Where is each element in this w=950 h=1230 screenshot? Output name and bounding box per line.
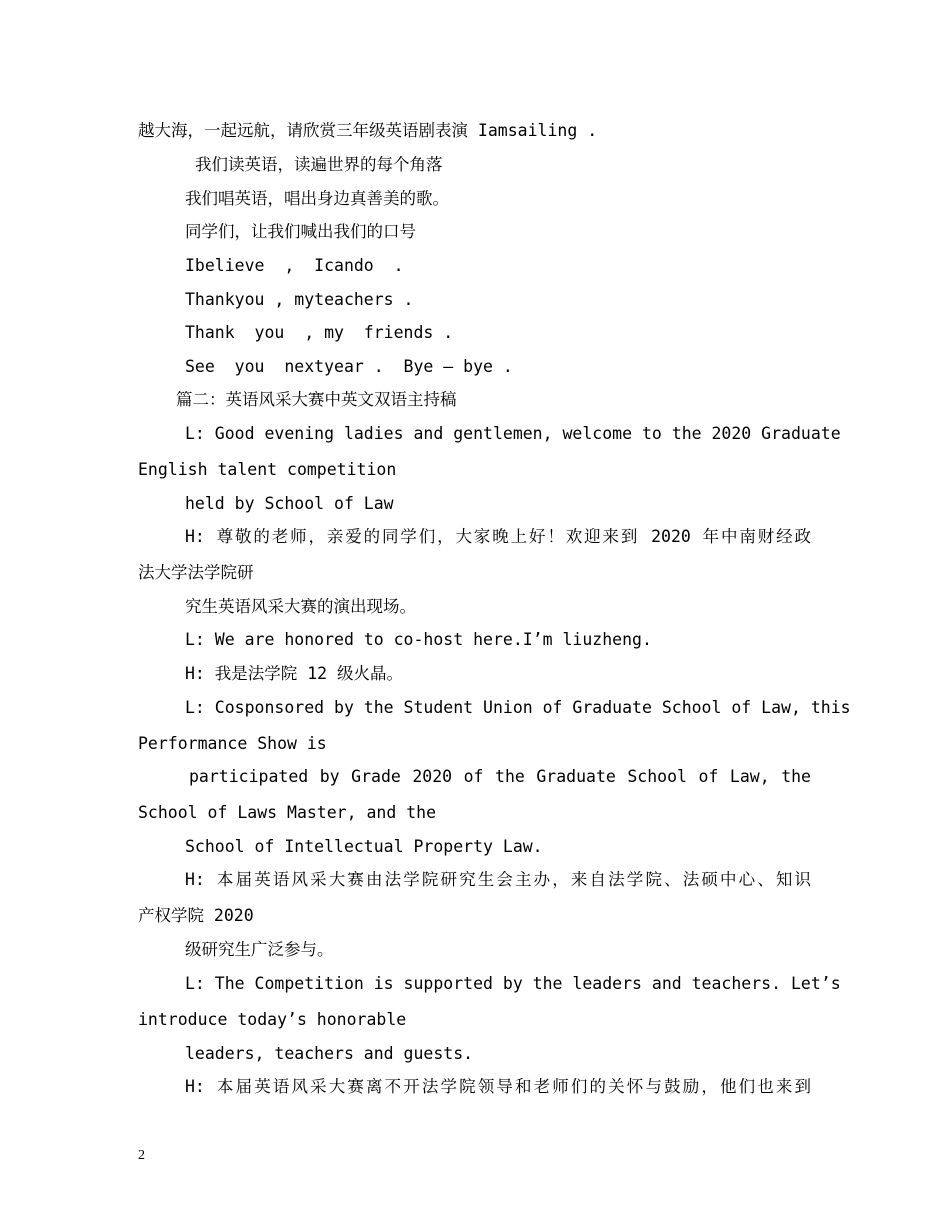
text-line: H: 我是法学院 12 级火晶。: [185, 664, 404, 683]
text-line: 级研究生广泛参与。: [185, 940, 334, 959]
text-line: 法大学法学院研: [138, 563, 254, 582]
text-line: 产权学院 2020: [138, 906, 254, 925]
text-line: introduce today’s honorable: [138, 1010, 407, 1029]
text-line: Thankyou , myteachers .: [185, 290, 414, 309]
text-line: 我们读英语，读遍世界的每个角落: [195, 155, 443, 174]
text-line: School of Laws Master, and the: [138, 803, 437, 822]
text-line: H: 本届英语风采大赛由法学院研究生会主办，来自法学院、法硕中心、知识: [185, 870, 811, 889]
text-line: L: Cosponsored by the Student Union of Graduate School of Law, this: [185, 698, 851, 717]
text-line: See you nextyear . Bye – bye .: [185, 357, 513, 376]
text-line: Ibelieve , Icando .: [185, 256, 404, 275]
text-line: 究生英语风采大赛的演出现场。: [185, 597, 416, 616]
text-line: H: 本届英语风采大赛离不开法学院领导和老师们的关怀与鼓励，他们也来到: [185, 1077, 811, 1096]
text-line: leaders, teachers and guests.: [185, 1044, 474, 1063]
text-line: held by School of Law: [185, 494, 394, 513]
text-line: Performance Show is: [138, 734, 327, 753]
text-line: English talent competition: [138, 460, 397, 479]
text-line: L: We are honored to co-host here.I’m liuzheng.: [185, 630, 652, 649]
text-line: School of Intellectual Property Law.: [185, 837, 543, 856]
text-line: 越大海，一起远航，请欣赏三年级英语剧表演 Iamsailing .: [138, 121, 598, 140]
page-number: 2: [138, 1148, 145, 1163]
text-line: 同学们，让我们喊出我们的口号: [185, 222, 416, 241]
text-line: L: The Competition is supported by the leaders and teachers. Let’s: [185, 974, 841, 993]
text-line: Thank you , my friends .: [185, 323, 454, 342]
text-line: L: Good evening ladies and gentlemen, welcome to the 2020 Graduate: [185, 424, 841, 443]
text-line: participated by Grade 2020 of the Graduate School of Law, the: [189, 767, 811, 786]
text-line: 我们唱英语，唱出身边真善美的歌。: [185, 189, 449, 208]
text-line: H: 尊敬的老师，亲爱的同学们，大家晚上好！欢迎来到 2020 年中南财经政: [185, 527, 811, 546]
section-heading: 篇二：英语风采大赛中英文双语主持稿: [176, 390, 457, 409]
